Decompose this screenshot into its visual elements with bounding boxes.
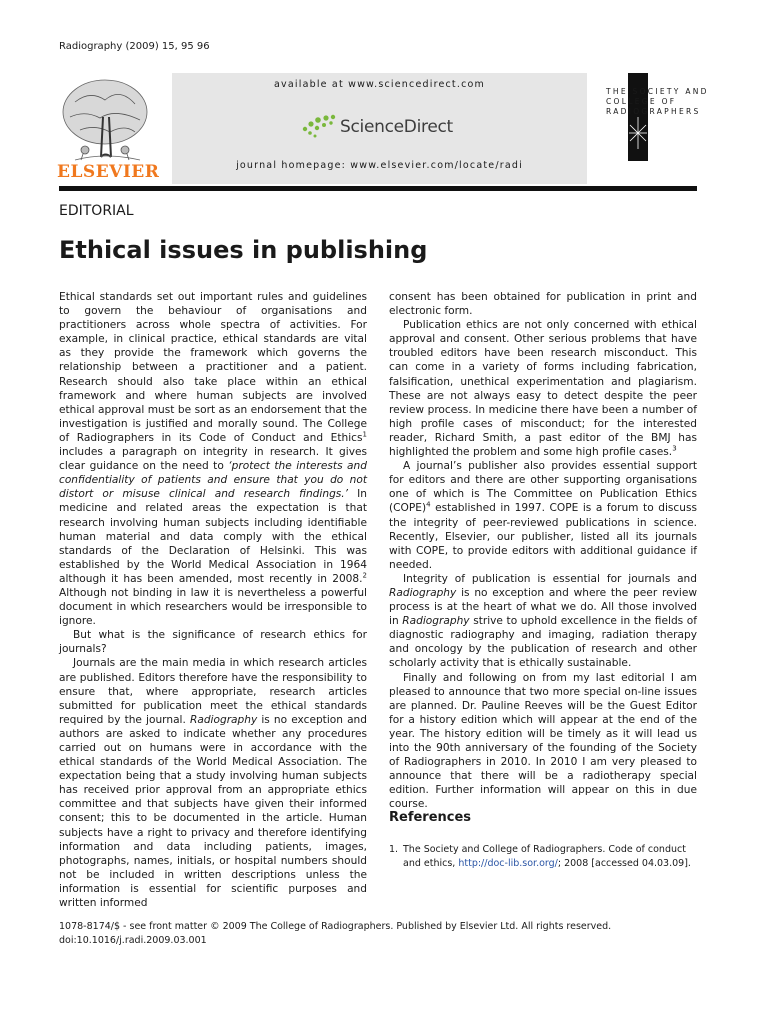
banner-homepage-text: journal homepage: www.elsevier.com/locate/radi xyxy=(236,160,523,171)
body-column-right xyxy=(389,290,697,811)
reference-text: The Society and College of Radiographers. Code of conduct and ethics, xyxy=(403,844,686,869)
sciencedirect-wordmark: ScienceDirect xyxy=(340,117,453,137)
paragraph-text: is no exception and where the peer review process is at the heart of what we do. All those involved in xyxy=(389,586,697,628)
references-list xyxy=(389,843,697,870)
paragraph-text: But what is the significance of research ethics for journals? xyxy=(59,629,367,656)
society-logo-text xyxy=(606,87,709,117)
paragraph-text: established in 1997. COPE is a forum to discuss the integrity of peer-reviewed publications in science. Recently, Elsevier, our publisher, listed all its journals with COPE, to provide editors with additional guidance if needed. xyxy=(389,502,697,571)
paragraph-text: In medicine and related areas the expectation is that research involving human subjects including identifiable human material and data comply with the ethical standards of the Declaration of Helsinki. This was established by the World Medical Association in 1964 although it has been amended, most recently in 2008. xyxy=(59,488,367,585)
paragraph-text: Finally and following on from my last editorial I am pleased to announce that two more special on-line issues are planned. Dr. Pauline Reeves will be the Guest Editor for a history edition which will appear at the end of the year. The history edition will be timely as it will lead us into the 90th anniversary of the founding of the Society of Radiographers in 2010. In 2010 I am very pleased to announce that there will be a radiotherapy special edition. Further information will appear on this in due course. xyxy=(389,671,697,811)
header-rule xyxy=(59,186,697,191)
reference-link[interactable]: http://doc-lib.sor.org/ xyxy=(458,857,558,869)
paragraph-text: Radiography xyxy=(402,615,470,628)
body-paragraph xyxy=(389,459,697,572)
paragraph-text: Ethical standards set out important rules and guidelines to govern the behaviour of organisations and practitioners across whole spectra of activities. For example, in clinical practice, ethical standards are vital as they provide the framework which governs the relationship between a practitioner and a patient. Research should also take place within an ethical framework and where human subjects are involved ethical approval must be sort as an endorsement that the investigation is justified and morally sound. The College of Radiographers in its Code of Conduct and Ethics xyxy=(59,291,367,444)
paragraph-text: Journals are the main media in which research articles are published. Editors therefore have the responsibility to ensure that, where appropriate, research articles submitted for publication meet the ethical standards required by the journal. xyxy=(59,657,367,726)
reference-text-end: ; 2008 [accessed 04.03.09]. xyxy=(557,857,691,869)
section-label: EDITORIAL xyxy=(59,203,134,219)
paragraph-text: Radiography xyxy=(189,713,258,726)
doi-line: doi:10.1016/j.radi.2009.03.001 xyxy=(59,935,207,946)
society-line-1: THE SOCIETY AND xyxy=(606,87,709,96)
reference-item xyxy=(389,843,697,870)
paragraph-text: Integrity of publication is essential for journals and xyxy=(403,572,697,585)
journal-banner xyxy=(172,73,587,184)
journal-citation: Radiography (2009) 15, 95 96 xyxy=(59,41,210,52)
body-paragraph xyxy=(59,656,367,910)
article-title: Ethical issues in publishing xyxy=(59,236,428,264)
paragraph-text: strive to uphold excellence in the fields of diagnostic radiography and imaging, radiation therapy and oncology by the publication of research and other scholarly activity that is ethically sustainable. xyxy=(389,615,698,670)
body-paragraph xyxy=(389,318,697,459)
reference-number: 1. xyxy=(389,844,399,855)
paragraph-text: includes a paragraph on integrity in research. It gives clear guidance on the need to xyxy=(59,446,367,473)
body-paragraph xyxy=(389,671,697,812)
copyright-line: 1078-8174/$ - see front matter © 2009 The College of Radiographers. Published by Elsevier Ltd. All rights reserved. xyxy=(59,921,612,932)
elsevier-wordmark: ELSEVIER xyxy=(57,162,160,182)
paragraph-text: A journal’s publisher also provides essential support for editors and there are other supporting organisations one of which is The Committee on Publication Ethics (COPE) xyxy=(389,460,697,515)
paragraph-text: consent has been obtained for publication in print and electronic form. xyxy=(389,291,697,318)
society-line-2: COLLEGE OF xyxy=(606,97,677,106)
paragraph-text: Radiography xyxy=(389,586,457,599)
citation-marker: 1 xyxy=(362,430,367,439)
paragraph-text: Although not binding in law it is nevertheless a powerful document in which researchers would be irresponsible to ignore. xyxy=(59,586,367,628)
body-paragraph xyxy=(59,290,367,628)
body-paragraph xyxy=(389,572,697,671)
page-footer xyxy=(59,920,611,948)
paragraph-text: is no exception and authors are asked to indicate whether any procedures carried out on humans were in accordance with the ethical standards of the World Medical Association. The expectation being that a study involving human subjects has received prior approval from an appropriate ethics committee and that subjects have given their informed consent; this to be documented in the article. Human subjects have a right to privacy and therefore identifying information and data including patients, images, photographs, names, initials, or hospital numbers should not be included in written descriptions unless the information is essential for scientific purposes and written informed xyxy=(59,713,367,910)
body-paragraph xyxy=(389,290,697,318)
banner-available-text: available at www.sciencedirect.com xyxy=(274,79,485,90)
body-paragraph xyxy=(59,628,367,656)
references-heading: References xyxy=(389,810,472,825)
society-line-3: RADIOGRAPHERS xyxy=(606,107,701,116)
citation-marker: 2 xyxy=(362,571,367,580)
citation-marker: 3 xyxy=(672,444,677,453)
paragraph-text: Publication ethics are not only concerned with ethical approval and consent. Other serious problems that have troubled editors have been research misconduct. This can come in a variety of forms including fabrication, falsification, unethical experimentation and plagiarism. These are not always easy to detect despite the peer review process. In medicine there have been a number of high profile cases of misconduct; for the interested reader, Richard Smith, a past editor of the BMJ has highlighted the problem and some high profile cases. xyxy=(389,319,697,459)
citation-marker: 4 xyxy=(426,500,431,509)
paragraph-text: ‘protect the interests and confidentiality of patients and ensure that you do not distort or misuse clinical and research findings.’ xyxy=(59,460,367,501)
body-column-left xyxy=(59,290,367,910)
